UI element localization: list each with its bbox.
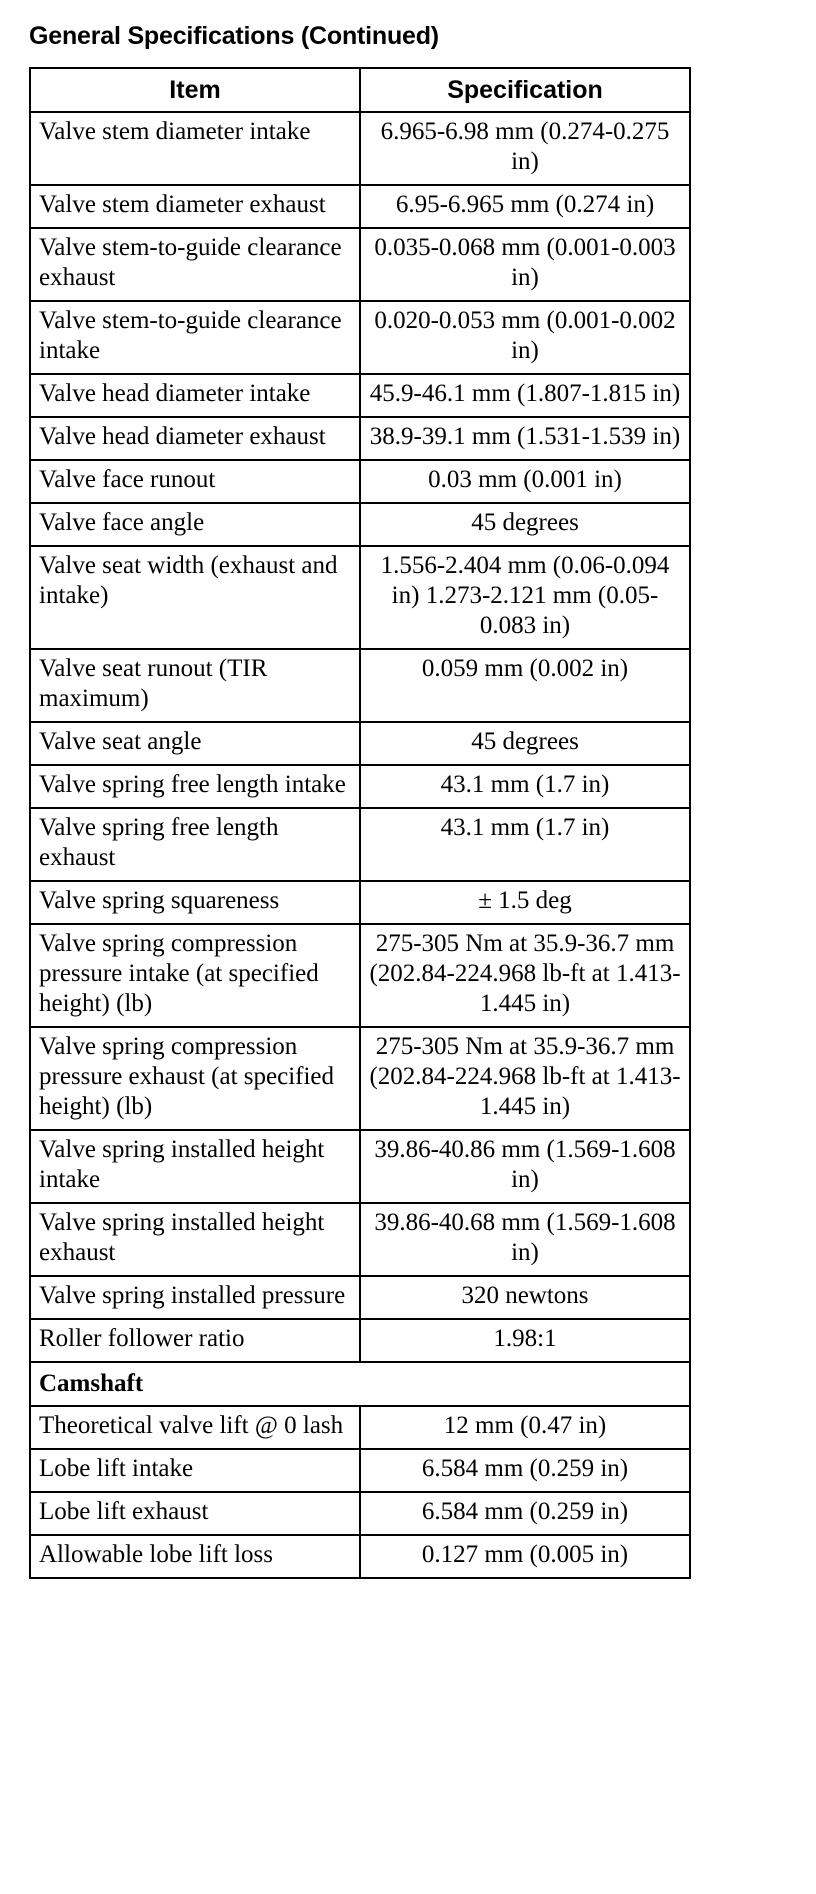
specification-cell: 43.1 mm (1.7 in) [360,765,690,808]
item-cell: Valve stem diameter intake [30,112,360,185]
item-cell: Valve seat runout (TIR maximum) [30,649,360,722]
table-header-row [30,68,690,112]
table-row [30,808,690,881]
item-cell: Valve face angle [30,503,360,546]
specification-cell: ± 1.5 deg [360,881,690,924]
specification-cell: 6.584 mm (0.259 in) [360,1492,690,1535]
table-row [30,1449,690,1492]
specification-cell: 6.584 mm (0.259 in) [360,1449,690,1492]
specification-cell: 0.03 mm (0.001 in) [360,460,690,503]
table-row [30,1027,690,1130]
table-row [30,1130,690,1203]
item-cell: Valve stem diameter exhaust [30,185,360,228]
specification-cell: 275-305 Nm at 35.9-36.7 mm (202.84-224.968 lb-ft at 1.413-1.445 in) [360,1027,690,1130]
table-row [30,924,690,1027]
table-row [30,460,690,503]
specification-cell: 320 newtons [360,1276,690,1319]
item-cell: Valve stem-to-guide clearance intake [30,301,360,374]
item-cell: Valve spring compression pressure intake (at specified height) (lb) [30,924,360,1027]
table-row [30,417,690,460]
specification-cell: 38.9-39.1 mm (1.531-1.539 in) [360,417,690,460]
specification-cell: 45 degrees [360,722,690,765]
table-row [30,881,690,924]
item-cell: Theoretical valve lift @ 0 lash [30,1406,360,1449]
item-cell: Lobe lift exhaust [30,1492,360,1535]
table-row [30,765,690,808]
table-row [30,1276,690,1319]
specification-cell: 39.86-40.68 mm (1.569-1.608 in) [360,1203,690,1276]
item-cell: Valve stem-to-guide clearance exhaust [30,228,360,301]
table-row [30,1319,690,1362]
specification-cell: 45.9-46.1 mm (1.807-1.815 in) [360,374,690,417]
table-row [30,1406,690,1449]
table-row [30,112,690,185]
item-cell: Lobe lift intake [30,1449,360,1492]
table-row [30,546,690,649]
specification-cell: 43.1 mm (1.7 in) [360,808,690,881]
table-row [30,503,690,546]
item-cell: Valve seat width (exhaust and intake) [30,546,360,649]
item-cell: Roller follower ratio [30,1319,360,1362]
specification-cell: 0.127 mm (0.005 in) [360,1535,690,1578]
table-row [30,1535,690,1578]
table-row [30,185,690,228]
specifications-table [29,67,691,1579]
specification-cell: 39.86-40.86 mm (1.569-1.608 in) [360,1130,690,1203]
specification-cell: 0.035-0.068 mm (0.001-0.003 in) [360,228,690,301]
item-cell: Valve spring installed height exhaust [30,1203,360,1276]
item-cell: Valve spring compression pressure exhaust (at specified height) (lb) [30,1027,360,1130]
specification-cell: 6.965-6.98 mm (0.274-0.275 in) [360,112,690,185]
specification-cell: 0.020-0.053 mm (0.001-0.002 in) [360,301,690,374]
table-row [30,1203,690,1276]
item-cell: Valve head diameter exhaust [30,417,360,460]
column-header-item: Item [30,68,360,112]
table-row [30,649,690,722]
item-cell: Valve spring installed height intake [30,1130,360,1203]
section-row [30,1362,690,1406]
item-cell: Valve spring free length exhaust [30,808,360,881]
table-row [30,722,690,765]
specification-cell: 12 mm (0.47 in) [360,1406,690,1449]
specification-cell: 6.95-6.965 mm (0.274 in) [360,185,690,228]
item-cell: Valve spring squareness [30,881,360,924]
item-cell: Allowable lobe lift loss [30,1535,360,1578]
specification-cell: 45 degrees [360,503,690,546]
specification-cell: 1.98:1 [360,1319,690,1362]
table-row [30,374,690,417]
table-row [30,228,690,301]
item-cell: Valve seat angle [30,722,360,765]
specification-cell: 1.556-2.404 mm (0.06-0.094 in) 1.273-2.121 mm (0.05-0.083 in) [360,546,690,649]
item-cell: Valve face runout [30,460,360,503]
table-row [30,301,690,374]
item-cell: Valve spring free length intake [30,765,360,808]
item-cell: Valve head diameter intake [30,374,360,417]
column-header-specification: Specification [360,68,690,112]
specification-cell: 0.059 mm (0.002 in) [360,649,690,722]
section-label-camshaft: Camshaft [30,1362,690,1406]
table-row [30,1492,690,1535]
page-title: General Specifications (Continued) [29,22,439,50]
specification-cell: 275-305 Nm at 35.9-36.7 mm (202.84-224.968 lb-ft at 1.413-1.445 in) [360,924,690,1027]
item-cell: Valve spring installed pressure [30,1276,360,1319]
